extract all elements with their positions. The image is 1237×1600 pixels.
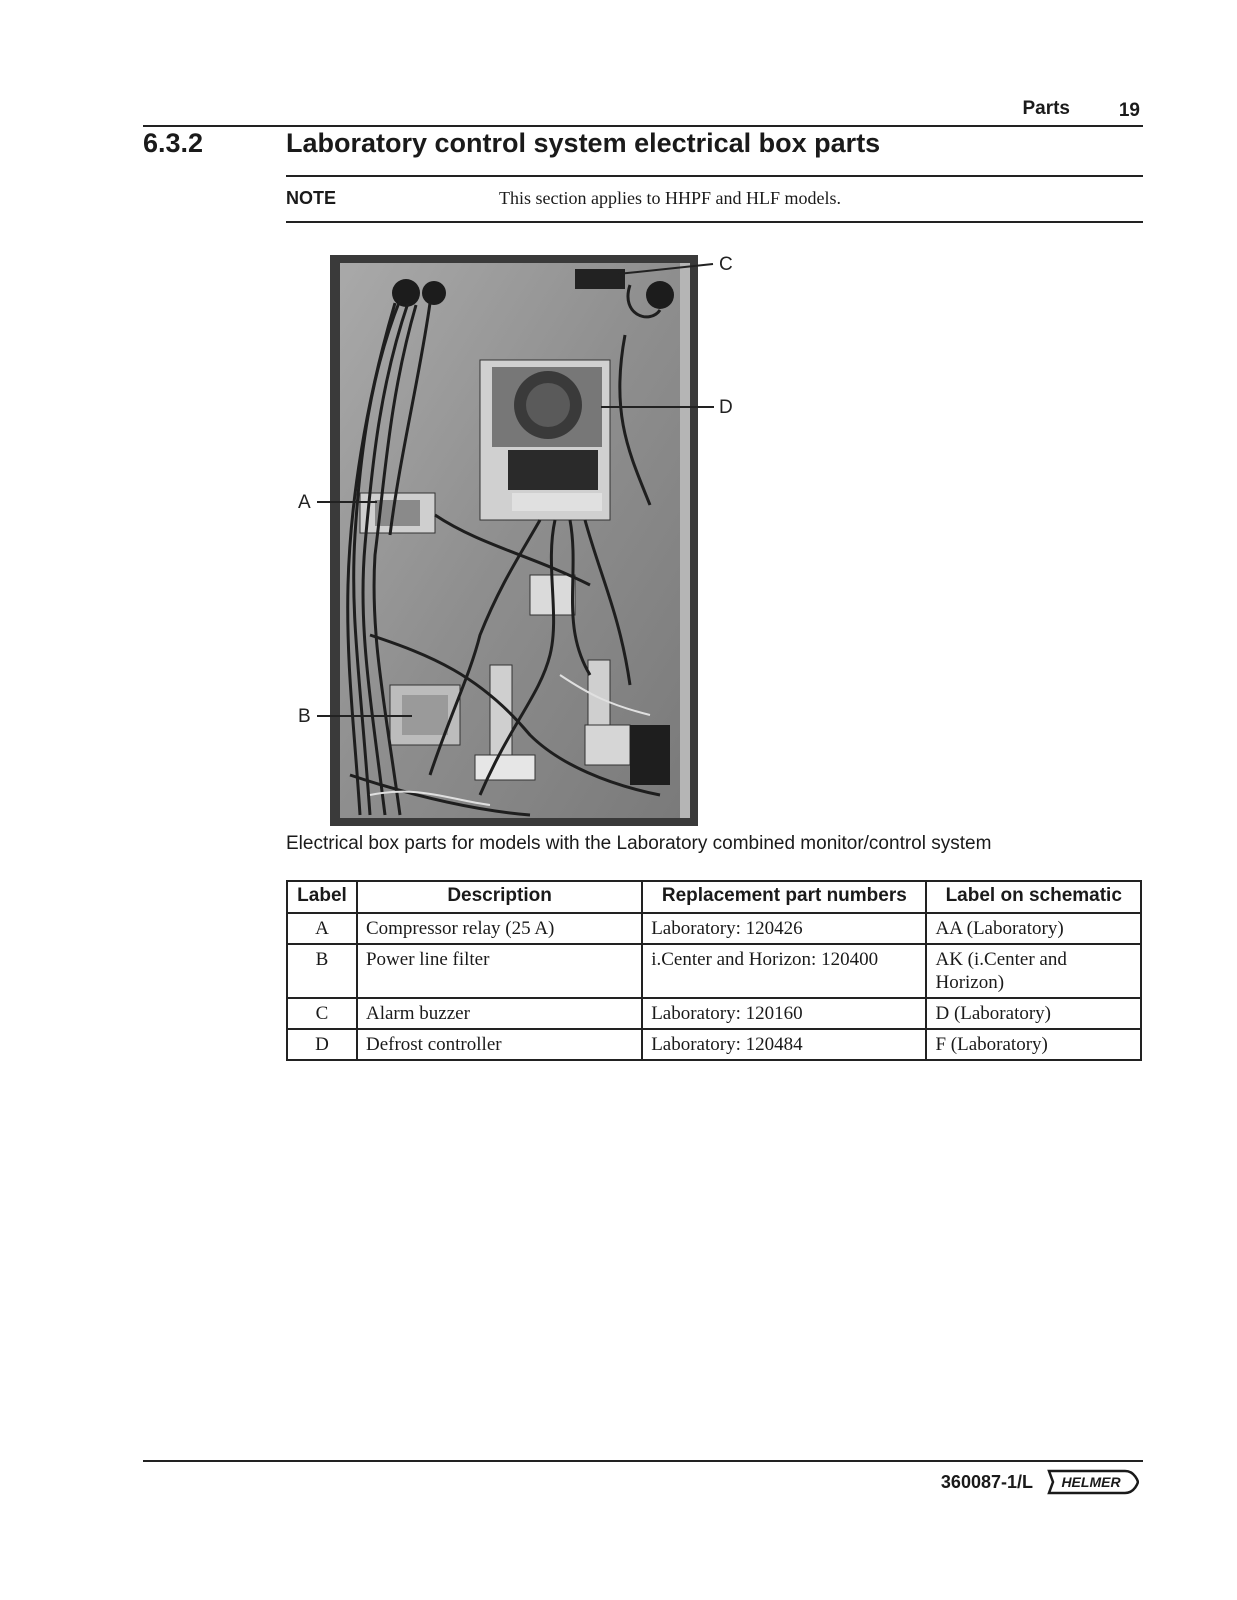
row-description: Compressor relay (25 A) <box>357 913 642 944</box>
callout-b-leader <box>317 715 412 717</box>
callout-d-label: D <box>719 397 733 418</box>
column-header: Label <box>287 881 357 913</box>
row-label: B <box>287 944 357 998</box>
row-description: Defrost controller <box>357 1029 642 1060</box>
row-part-number: Laboratory: 120484 <box>642 1029 926 1060</box>
svg-text:HELMER: HELMER <box>1061 1474 1121 1490</box>
document-code: 360087-1/L <box>940 1472 1033 1492</box>
row-label: D <box>287 1029 357 1060</box>
footer-rule <box>143 1460 1143 1462</box>
column-header: Description <box>357 881 642 913</box>
table-row <box>287 944 1141 998</box>
helmer-logo <box>1043 1468 1139 1496</box>
column-header: Label on schematic <box>926 881 1141 913</box>
row-schematic-label: AK (i.Center and Horizon) <box>926 944 1141 998</box>
callout-a-label: A <box>298 492 311 513</box>
callout-d-leader <box>601 406 714 408</box>
row-description: Power line filter <box>357 944 642 998</box>
table-header-row <box>287 881 1141 913</box>
callout-c-label: C <box>719 254 733 275</box>
callout-b-label: B <box>298 706 311 727</box>
row-schematic-label: F (Laboratory) <box>926 1029 1141 1060</box>
section-title: Laboratory control system electrical box parts <box>286 128 881 158</box>
callout-a-leader <box>317 501 377 503</box>
table-row <box>287 1029 1141 1060</box>
table-row <box>287 913 1141 944</box>
row-label: C <box>287 998 357 1029</box>
header-section-name: Parts <box>1022 98 1070 119</box>
figure-caption: Electrical box parts for models with the Laboratory combined monitor/control system <box>286 833 992 854</box>
note-text: This section applies to HHPF and HLF models. <box>499 188 841 208</box>
row-schematic-label: AA (Laboratory) <box>926 913 1141 944</box>
row-label: A <box>287 913 357 944</box>
section-number: 6.3.2 <box>143 128 204 158</box>
row-description: Alarm buzzer <box>357 998 642 1029</box>
row-part-number: i.Center and Horizon: 120400 <box>642 944 926 998</box>
row-part-number: Laboratory: 120426 <box>642 913 926 944</box>
electrical-box-photo <box>330 255 698 826</box>
header-rule <box>143 125 1143 127</box>
row-part-number: Laboratory: 120160 <box>642 998 926 1029</box>
column-header: Replacement part numbers <box>642 881 926 913</box>
running-header <box>980 96 1140 122</box>
row-schematic-label: D (Laboratory) <box>926 998 1141 1029</box>
parts-table <box>286 880 1142 1061</box>
note-box <box>286 175 1143 223</box>
page-number: 19 <box>1118 100 1140 121</box>
note-label: NOTE <box>286 188 337 208</box>
table-row <box>287 998 1141 1029</box>
